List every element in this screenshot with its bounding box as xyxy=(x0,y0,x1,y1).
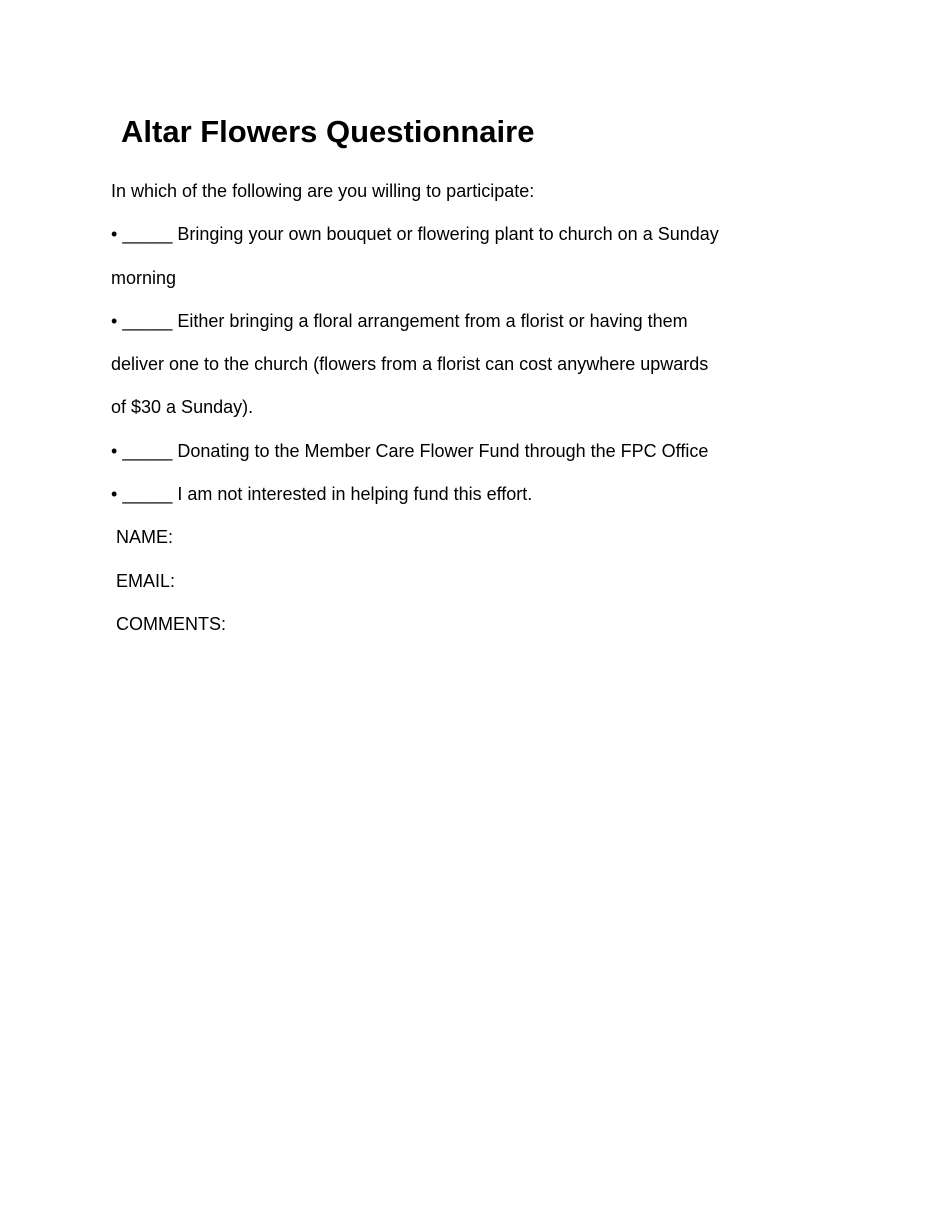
bullet: • xyxy=(111,484,118,505)
option-text-continued: morning xyxy=(111,267,177,288)
bullet: • xyxy=(111,310,118,331)
option-florist-arrangement xyxy=(111,300,761,343)
option-not-interested xyxy=(111,473,761,516)
answer-blank[interactable]: _____ xyxy=(122,484,173,505)
option-donate-flower-fund xyxy=(111,430,761,473)
option-text: Bringing your own bouquet or flowering plant to church on a Sunday xyxy=(177,224,719,245)
option-text-continued: deliver one to the church (flowers from a florist can cost anywhere upwards xyxy=(111,354,709,375)
comments-field-label: COMMENTS: xyxy=(116,613,226,634)
option-text: I am not interested in helping fund this effort. xyxy=(177,484,533,505)
bullet: • xyxy=(111,224,118,245)
answer-blank[interactable]: _____ xyxy=(122,224,173,245)
intro-text: In which of the following are you willing to participate: xyxy=(111,181,535,201)
option-text: Donating to the Member Care Flower Fund through the FPC Office xyxy=(177,440,709,461)
option-bring-own-bouquet xyxy=(111,213,761,256)
name-field-label: NAME: xyxy=(116,527,174,548)
answer-blank[interactable]: _____ xyxy=(122,310,173,331)
option-text: Either bringing a floral arrangement from a florist or having them xyxy=(177,310,688,331)
questionnaire-body xyxy=(111,170,761,646)
option-text-continued: of $30 a Sunday). xyxy=(111,397,254,418)
answer-blank[interactable]: _____ xyxy=(122,440,173,461)
bullet: • xyxy=(111,440,118,461)
email-field-label: EMAIL: xyxy=(116,570,176,591)
page-title: Altar Flowers Questionnaire xyxy=(121,114,535,149)
